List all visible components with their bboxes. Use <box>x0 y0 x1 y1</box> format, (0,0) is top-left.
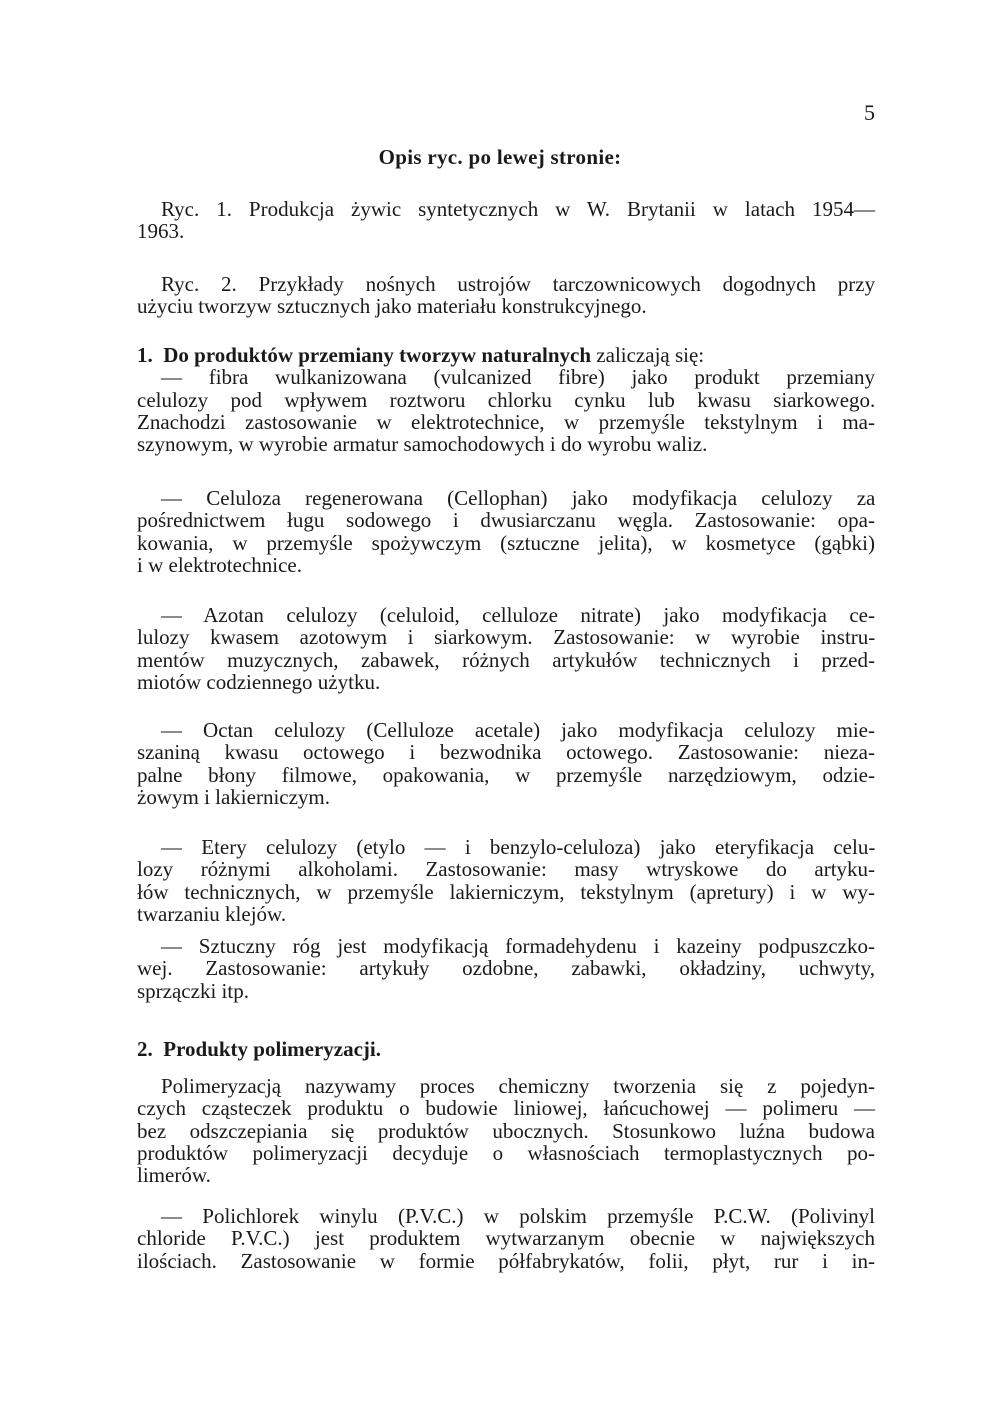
text-line: chloride P.V.C.) jest produktem wytwarzanym obecnie w największych <box>137 1226 875 1251</box>
text-line: 1963. <box>137 219 185 244</box>
text-line: lulozy kwasem azotowym i siarkowym. Zastosowanie: w wyrobie instru- <box>137 625 876 650</box>
text-line: wej. Zastosowanie: artykuły ozdobne, zabawki, okładziny, uchwyty, <box>137 956 875 981</box>
text-line: — Sztuczny róg jest modyfikacją formadehydenu i kazeiny podpuszczko- <box>161 934 875 958</box>
caption-ryc-2 <box>137 273 875 318</box>
text-line: czych cząsteczek produktu o budowie liniowej, łańcuchowej — polimeru — <box>137 1096 875 1121</box>
text-line: mentów muzycznych, zabawek, różnych artykułów technicznych i przed- <box>137 647 875 672</box>
section-title-suffix: zaliczają się: <box>596 343 705 367</box>
text-line: kowania, w przemyśle spożywczym (sztuczne jelita), w kosmetyce (gąbki) <box>137 530 875 555</box>
text-line: limerów. <box>137 1163 211 1188</box>
text-line: i w elektrotechnice. <box>137 552 303 577</box>
section-title: Produkty polimeryzacji. <box>163 1037 382 1061</box>
text-line: — Celuloza regenerowana (Cellophan) jako modyfikacja celulozy za <box>161 486 876 510</box>
paragraph-octan <box>137 719 875 808</box>
text-line: celulozy pod wpływem roztworu chlorku cynku lub kwasu siarkowego. <box>137 387 876 412</box>
text-line: Polimeryzacją nazywamy proces chemiczny tworzenia się z pojedyn- <box>161 1074 875 1098</box>
section-title: Do produktów przemiany tworzyw naturalnych <box>163 343 592 367</box>
text-line: — Polichlorek winylu (P.V.C.) w polskim przemyśle P.C.W. (Polivinyl <box>161 1204 875 1228</box>
section-1-heading <box>137 344 875 366</box>
text-line: produktów polimeryzacji decyduje o własnościach termoplastycznych po- <box>137 1140 875 1165</box>
section-2-title-line <box>137 1038 875 1060</box>
page-number: 5 <box>864 100 875 125</box>
text-line: lozy różnymi alkoholami. Zastosowanie: masy wtryskowe do artyku- <box>137 857 876 882</box>
text-line: — Azotan celulozy (celuloid, celluloze nitrate) jako modyfikacja ce- <box>161 603 875 627</box>
text-line: Ryc. 1. Produkcja żywic syntetycznych w W. Brytanii w latach 1954— <box>161 197 875 221</box>
text-line: sprzączki itp. <box>137 978 249 1003</box>
text-line: pośrednictwem ługu sodowego i dwusiarczanu węgla. Zastosowanie: opa- <box>137 508 875 533</box>
text-line: — Octan celulozy (Celluloze acetale) jako modyfikacja celulozy mie- <box>161 718 875 742</box>
paragraph-polimeryzacja <box>137 1075 875 1186</box>
text-line: palne błony filmowe, opakowania, w przemyśle narzędziowym, odzie- <box>137 762 875 787</box>
text-line: miotów codziennego użytku. <box>137 669 381 694</box>
text-line: — Etery celulozy (etylo — i benzylo-celuloza) jako eteryfikacja celu- <box>161 835 876 859</box>
page-heading: Opis ryc. po lewej stronie: <box>378 145 622 169</box>
caption-ryc-1 <box>137 198 875 243</box>
text-line: Ryc. 2. Przykłady nośnych ustrojów tarczownicowych dogodnych przy <box>161 272 876 296</box>
section-1 <box>137 344 875 455</box>
section-number: 1. <box>137 343 153 367</box>
text-line: Znachodzi zastosowanie w elektrotechnice, w przemyśle tekstylnym i ma- <box>137 409 875 434</box>
text-line: bez odszczepiania się produktów ubocznych. Stosunkowo luźna budowa <box>137 1118 876 1143</box>
text-line: twarzaniu klejów. <box>137 901 287 926</box>
paragraph-sztuczny-rog <box>137 935 875 1002</box>
section-2-heading <box>137 1038 875 1060</box>
paragraph-pvc <box>137 1205 875 1272</box>
paragraph-azotan <box>137 604 875 693</box>
text-line: żowym i lakierniczym. <box>137 784 331 809</box>
text-line: szaniną kwasu octowego i bezwodnika octowego. Zastosowanie: nieza- <box>137 740 875 765</box>
text-line: szynowym, w wyrobie armatur samochodowych i do wyrobu waliz. <box>137 432 708 457</box>
text-line: użyciu tworzyw sztucznych jako materiału konstrukcyjnego. <box>137 294 647 319</box>
text-line: — fibra wulkanizowana (vulcanized fibre) jako produkt przemiany <box>161 365 875 390</box>
section-number: 2. <box>137 1037 153 1061</box>
text-line: łów technicznych, w przemyśle lakierniczym, tekstylnym (apretury) i w wy- <box>137 879 876 904</box>
paragraph-cellophan <box>137 487 875 576</box>
paragraph-etery <box>137 836 875 925</box>
text-line: ilościach. Zastosowanie w formie półfabrykatów, folii, płyt, rur i in- <box>137 1248 875 1273</box>
